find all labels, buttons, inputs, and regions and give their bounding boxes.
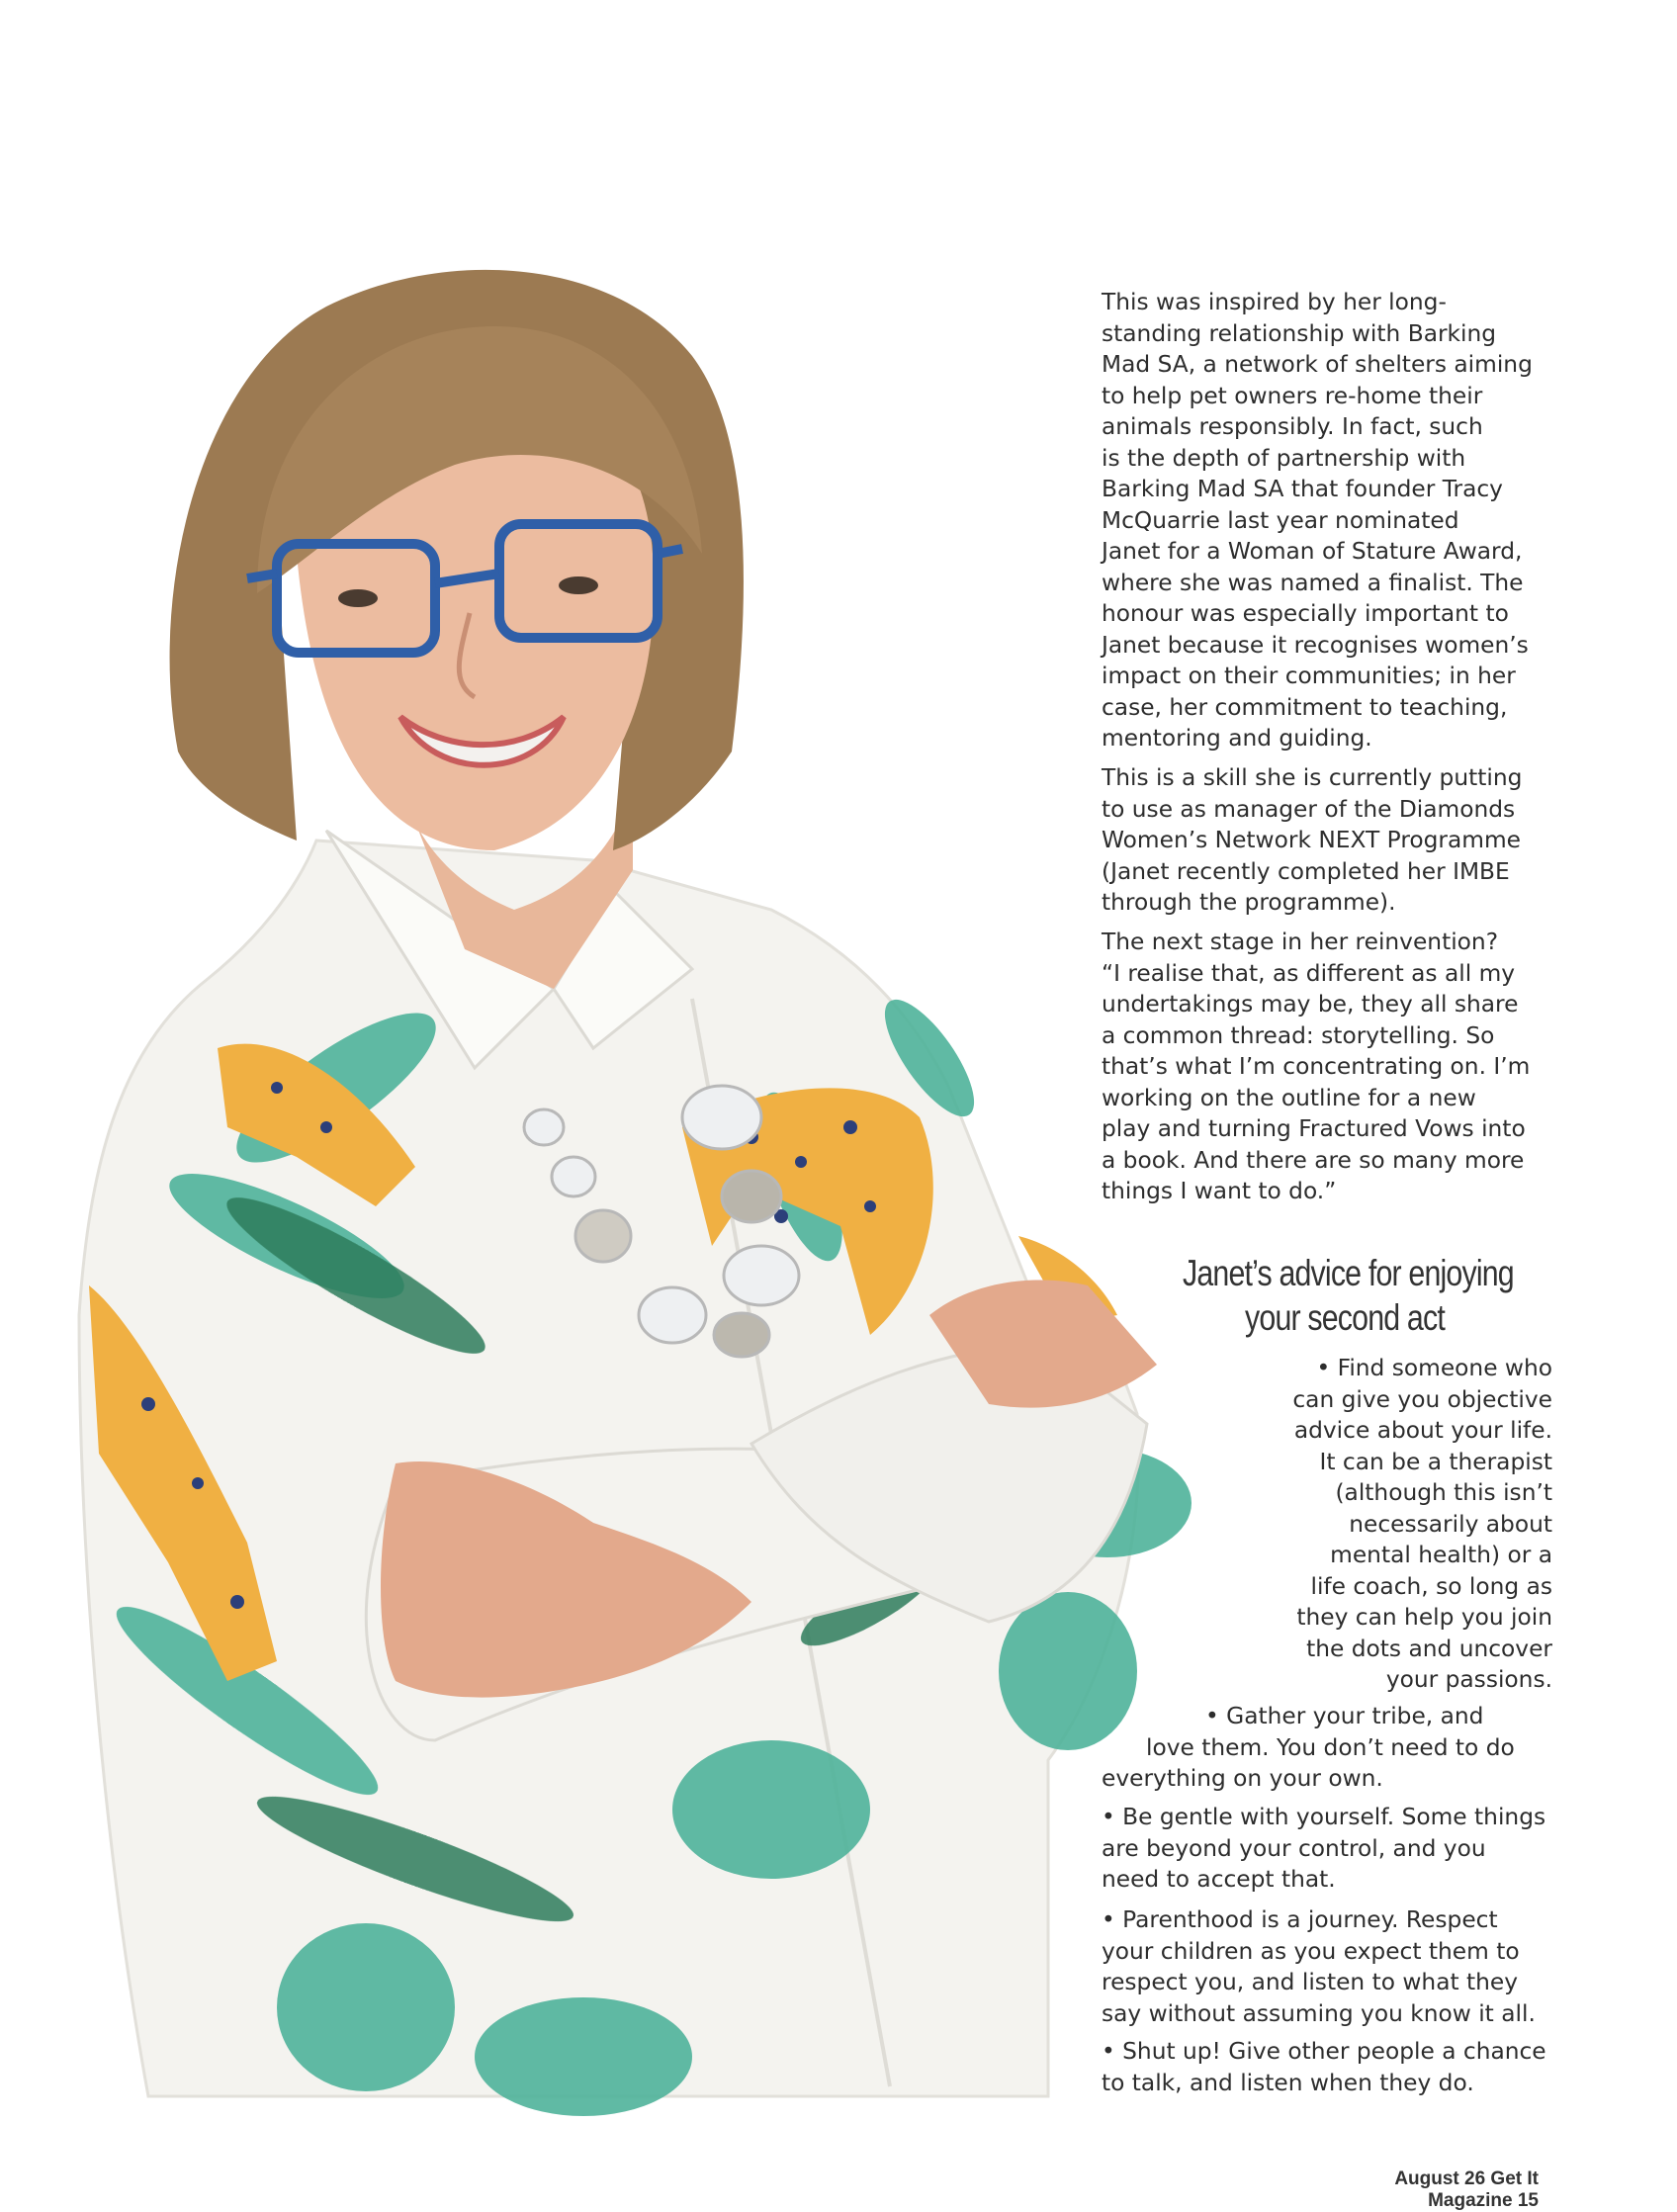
text-line: • Parenthood is a journey. Respect (1102, 1906, 1498, 1933)
advice-item-1 (1226, 1353, 1552, 1696)
advice-heading (1183, 1251, 1514, 1340)
text-line: animals responsibly. In fact, such (1102, 413, 1483, 440)
text-line: case, her commitment to teaching, (1102, 693, 1508, 721)
text-line: are beyond your control, and you (1102, 1834, 1486, 1862)
text-line: This was inspired by her long- (1102, 289, 1447, 315)
text-line: respect you, and listen to what they (1102, 1969, 1519, 1995)
article-paragraph-2 (1102, 762, 1546, 919)
text-line: need to accept that. (1102, 1866, 1336, 1893)
text-line: say without assuming you know it all. (1102, 1999, 1536, 2027)
text-line: that’s what I’m concentrating on. I’m (1102, 1053, 1531, 1080)
text-line: Janet for a Woman of Stature Award, (1102, 538, 1523, 565)
advice-item-2 (1102, 1701, 1546, 1795)
advice-item-4 (1102, 1904, 1546, 2029)
text-line: life coach, so long as (1310, 1572, 1552, 1600)
text-line: play and turning Fractured Vows into (1102, 1115, 1526, 1142)
advice-heading-line-1: Janet’s advice for enjoying (1183, 1253, 1514, 1293)
text-line: advice about your life. (1293, 1417, 1552, 1444)
text-line: Janet because it recognises women’s (1102, 631, 1529, 659)
text-line: (although this isn’t (1335, 1479, 1552, 1506)
text-line: through the programme). (1102, 889, 1396, 916)
text-line: a book. And there are so many more (1102, 1146, 1525, 1174)
text-line: Barking Mad SA that founder Tracy (1102, 476, 1503, 502)
text-line: where she was named a finalist. The (1102, 569, 1524, 596)
text-line: they can help you join (1296, 1604, 1552, 1631)
text-line: your passions. (1385, 1666, 1552, 1693)
text-line: to use as manager of the Diamonds (1102, 795, 1516, 823)
text-line: everything on your own. (1102, 1765, 1383, 1792)
text-line: to help pet owners re-home their (1102, 382, 1483, 409)
text-line: Mad SA, a network of shelters aiming (1102, 351, 1533, 378)
text-line: • Find someone who (1316, 1355, 1552, 1381)
text-line: necessarily about (1349, 1510, 1552, 1538)
text-line: the dots and uncover (1306, 1635, 1552, 1662)
text-line: love them. You don’t need to do (1146, 1733, 1515, 1761)
text-line: standing relationship with Barking (1102, 319, 1497, 347)
article-paragraph-3 (1102, 927, 1546, 1207)
text-line: Women’s Network NEXT Programme (1102, 827, 1521, 853)
text-line: mentoring and guiding. (1102, 725, 1372, 752)
text-line: your children as you expect them to (1102, 1937, 1520, 1965)
text-line: undertakings may be, they all share (1102, 991, 1519, 1018)
text-line: (Janet recently completed her IMBE (1102, 857, 1510, 885)
text-line: impact on their communities; in her (1102, 663, 1516, 689)
text-line: mental health) or a (1330, 1542, 1552, 1568)
article-paragraph-1 (1102, 287, 1546, 754)
text-line: • Gather your tribe, and (1205, 1703, 1484, 1729)
text-line: honour was especially important to (1102, 600, 1509, 627)
text-line: The next stage in her reinvention? (1102, 929, 1499, 955)
text-line: things I want to do.” (1102, 1178, 1337, 1204)
text-line: a common thread: storytelling. So (1102, 1021, 1495, 1049)
text-line: to talk, and listen when they do. (1102, 2069, 1474, 2096)
advice-heading-line-2: your second act (1245, 1297, 1445, 1338)
advice-item-3 (1102, 1802, 1546, 1896)
page-footer: August 26 Get It Magazine 15 (1394, 2168, 1539, 2211)
text-line: • Shut up! Give other people a chance (1102, 2038, 1546, 2065)
advice-item-5 (1102, 2036, 1546, 2098)
text-line: McQuarrie last year nominated (1102, 506, 1459, 534)
text-line: It can be a therapist (1319, 1448, 1552, 1475)
text-line: • Be gentle with yourself. Some things (1102, 1804, 1546, 1830)
text-line: can give you objective (1292, 1385, 1552, 1413)
text-line: “I realise that, as different as all my (1102, 959, 1516, 987)
text-line: working on the outline for a new (1102, 1084, 1476, 1111)
text-line: This is a skill she is currently putting (1102, 764, 1523, 791)
text-line: is the depth of partnership with (1102, 444, 1466, 472)
